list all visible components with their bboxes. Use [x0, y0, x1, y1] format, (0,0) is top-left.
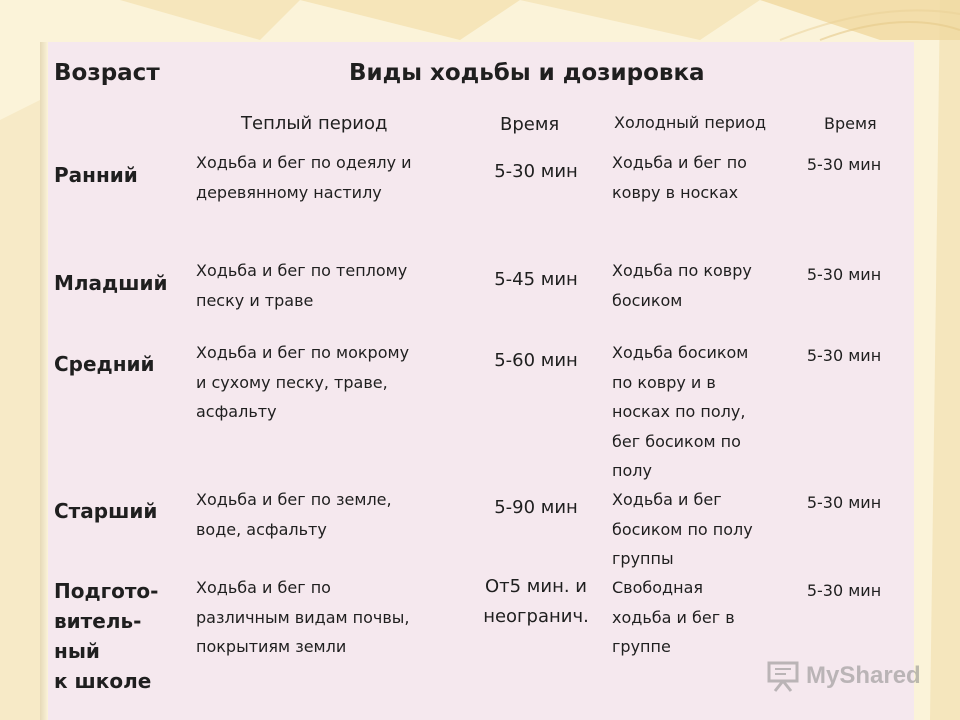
row-warm-activity: Ходьба и бег по — [196, 578, 331, 597]
row-cold-activity: группе — [612, 637, 671, 656]
row-cold-activity: ковру в носках — [612, 182, 739, 202]
row-warm-time: 5-30 мин — [494, 161, 578, 182]
row-age-label: витель- — [54, 609, 142, 633]
column-header-cold: Холодный период — [614, 113, 767, 132]
row-cold-time: 5-30 мин — [806, 265, 882, 284]
column-header-warm: Теплый период — [241, 113, 388, 134]
row-age-label: ный — [54, 639, 100, 663]
row-warm-time: 5-60 мин — [494, 350, 578, 371]
row-cold-activity: босиком — [612, 290, 683, 310]
row-cold-activity: ходьба и бег в — [612, 607, 735, 627]
row-age-label: Старший — [54, 499, 158, 523]
row-cold-time: 5-30 мин — [806, 581, 882, 600]
column-header-time-warm: Время — [500, 114, 560, 135]
row-cold-time: 5-30 мин — [806, 493, 882, 512]
row-warm-activity: Ходьба и бег по одеялу и — [196, 153, 412, 172]
row-warm-time: 5-90 мин — [494, 497, 578, 518]
row-cold-activity: Ходьба по ковру — [612, 261, 752, 280]
row-warm-activity: Ходьба и бег по земле, — [196, 490, 392, 509]
row-warm-activity: деревянному настилу — [196, 182, 382, 202]
row-age-label: Младший — [54, 271, 168, 295]
row-warm-activity: Ходьба и бег по теплому — [196, 261, 408, 280]
row-warm-activity: асфальту — [196, 402, 277, 421]
row-cold-activity: Ходьба и бег по — [612, 153, 747, 172]
row-warm-activity: Ходьба и бег по мокрому — [196, 343, 410, 362]
row-cold-activity: босиком по полу — [612, 519, 753, 539]
page-title: Виды ходьбы и дозировка — [349, 60, 705, 86]
watermark-text: MyShared — [806, 662, 921, 689]
watermark — [766, 656, 936, 696]
row-cold-activity: Свободная — [612, 578, 703, 597]
row-warm-activity: покрытиям земли — [196, 637, 347, 656]
row-warm-activity: и сухому песку, траве, — [196, 372, 388, 392]
row-warm-activity: воде, асфальту — [196, 519, 327, 539]
row-warm-time: 5-45 мин — [494, 269, 578, 290]
row-cold-activity: носках по полу, — [612, 402, 746, 421]
row-age-label: Средний — [54, 352, 155, 376]
row-age-label: Подгото- — [54, 579, 159, 603]
row-age-label: Ранний — [54, 163, 138, 187]
row-warm-activity: песку и траве — [196, 290, 314, 310]
column-header-time-cold: Время — [824, 114, 877, 133]
row-warm-time: От5 мин. и — [484, 576, 587, 597]
row-cold-time: 5-30 мин — [806, 346, 882, 365]
row-cold-activity: полу — [612, 461, 652, 480]
row-warm-activity: различным видам почвы, — [196, 607, 410, 627]
row-cold-time: 5-30 мин — [806, 155, 882, 174]
row-cold-activity: по ковру и в — [612, 372, 716, 392]
row-cold-activity: группы — [612, 549, 674, 568]
row-cold-activity: бег босиком по — [612, 431, 741, 451]
row-cold-activity: Ходьба и бег — [612, 490, 722, 509]
row-warm-time: неогранич. — [483, 606, 589, 627]
header-age: Возраст — [54, 60, 160, 86]
presentation-board-icon — [766, 659, 800, 693]
row-age-label: к школе — [54, 669, 152, 693]
row-cold-activity: Ходьба босиком — [612, 343, 749, 362]
